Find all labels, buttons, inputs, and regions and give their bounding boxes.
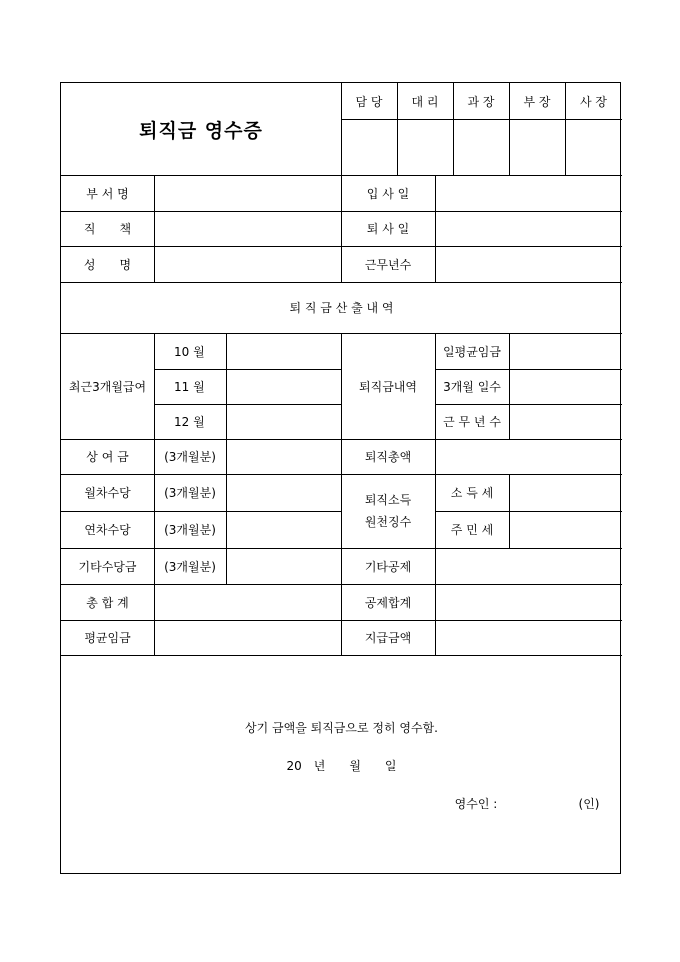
annual-leave-period: (3개월분) (164, 523, 216, 537)
bonus-label: 상 여 금 (86, 450, 129, 464)
recent-salary-label: 최근3개월급여 (68, 379, 147, 394)
receiver-label: 영수인 : (454, 796, 498, 811)
other-allowance-field[interactable] (226, 548, 341, 584)
hire-date-label: 입 사 일 (366, 186, 410, 201)
bonus-period: (3개월분) (164, 450, 216, 464)
month-10-label: 10 월 (174, 344, 205, 359)
payment-field[interactable] (435, 620, 622, 655)
deduct-sum-field[interactable] (435, 584, 622, 620)
leave-date-field[interactable] (435, 211, 622, 246)
sign-box-section-chief[interactable] (453, 119, 509, 175)
name-field[interactable] (154, 246, 341, 282)
withholding-label (341, 474, 435, 548)
total-retire-field[interactable] (435, 439, 622, 474)
service-years-field[interactable] (509, 404, 622, 439)
monthly-leave-label: 월차수당 (84, 486, 131, 500)
sign-box-deputy[interactable] (397, 119, 453, 175)
income-tax-field[interactable] (509, 474, 622, 511)
month-12-label: 12 월 (174, 415, 205, 429)
years-field[interactable] (435, 246, 622, 282)
receipt-date: 20 년 월 일 (286, 758, 397, 773)
position-field[interactable] (154, 211, 341, 246)
bonus-field[interactable] (226, 439, 341, 474)
receipt-statement: 상기 금액을 퇴직금으로 정히 영수함. (245, 720, 438, 735)
month-11-label: 11 월 (174, 380, 205, 394)
other-allowance-label: 기타수당금 (78, 559, 137, 574)
sign-box-president[interactable] (565, 119, 622, 175)
approval-section-chief: 과 장 (467, 94, 495, 109)
rule (61, 655, 622, 656)
annual-leave-label: 연차수당 (84, 523, 131, 537)
receipt-form (60, 82, 621, 874)
years-label: 근무년수 (364, 257, 412, 272)
hire-date-field[interactable] (435, 175, 622, 211)
annual-leave-field[interactable] (226, 511, 341, 548)
three-month-days-label: 3개월 일수 (443, 380, 501, 394)
dept-field[interactable] (154, 175, 341, 211)
sum-label: 총 합 계 (86, 595, 129, 610)
deduct-sum-label: 공제합계 (364, 595, 412, 610)
resident-tax-field[interactable] (509, 511, 622, 548)
month-10-field[interactable] (226, 333, 341, 369)
total-retire-label: 퇴직총액 (364, 450, 412, 464)
payment-label: 지급금액 (364, 631, 412, 645)
monthly-leave-period: (3개월분) (164, 486, 216, 500)
name-label: 성 명 (83, 257, 132, 272)
other-allowance-period: (3개월분) (164, 559, 216, 574)
month-12-field[interactable] (226, 404, 341, 439)
sign-box-dept-head[interactable] (509, 119, 565, 175)
daily-avg-wage-field[interactable] (509, 333, 622, 369)
position-label: 직 책 (83, 222, 132, 236)
sum-field[interactable] (154, 584, 341, 620)
resident-tax-label: 주 민 세 (450, 523, 494, 537)
retire-calc-label: 퇴직금내역 (359, 379, 417, 394)
daily-avg-wage-label: 일평균임금 (443, 344, 501, 359)
three-month-days-field[interactable] (509, 369, 622, 404)
sign-box-staff[interactable] (341, 119, 397, 175)
other-deduct-field[interactable] (435, 548, 622, 584)
form-title: 퇴직금 영수증 (139, 119, 263, 142)
section-title: 퇴 직 금 산 출 내 역 (289, 301, 394, 315)
dept-label: 부 서 명 (86, 186, 129, 201)
monthly-leave-field[interactable] (226, 474, 341, 511)
service-years-label: 근 무 년 수 (443, 415, 501, 429)
other-deduct-label: 기타공제 (364, 559, 412, 574)
approval-dept-head: 부 장 (523, 94, 551, 109)
month-11-field[interactable] (226, 369, 341, 404)
income-tax-label: 소 득 세 (450, 486, 494, 500)
receiver-field[interactable] (511, 791, 571, 815)
avg-wage-label: 평균임금 (84, 631, 131, 645)
seal-mark: (인) (578, 796, 600, 811)
approval-deputy: 대 리 (411, 94, 439, 109)
avg-wage-field[interactable] (154, 620, 341, 655)
leave-date-label: 퇴 사 일 (366, 222, 410, 236)
approval-staff: 담 당 (355, 94, 383, 109)
withholding-label-text: 퇴직소득 원천징수 (364, 493, 412, 529)
approval-president: 사 장 (580, 94, 607, 109)
